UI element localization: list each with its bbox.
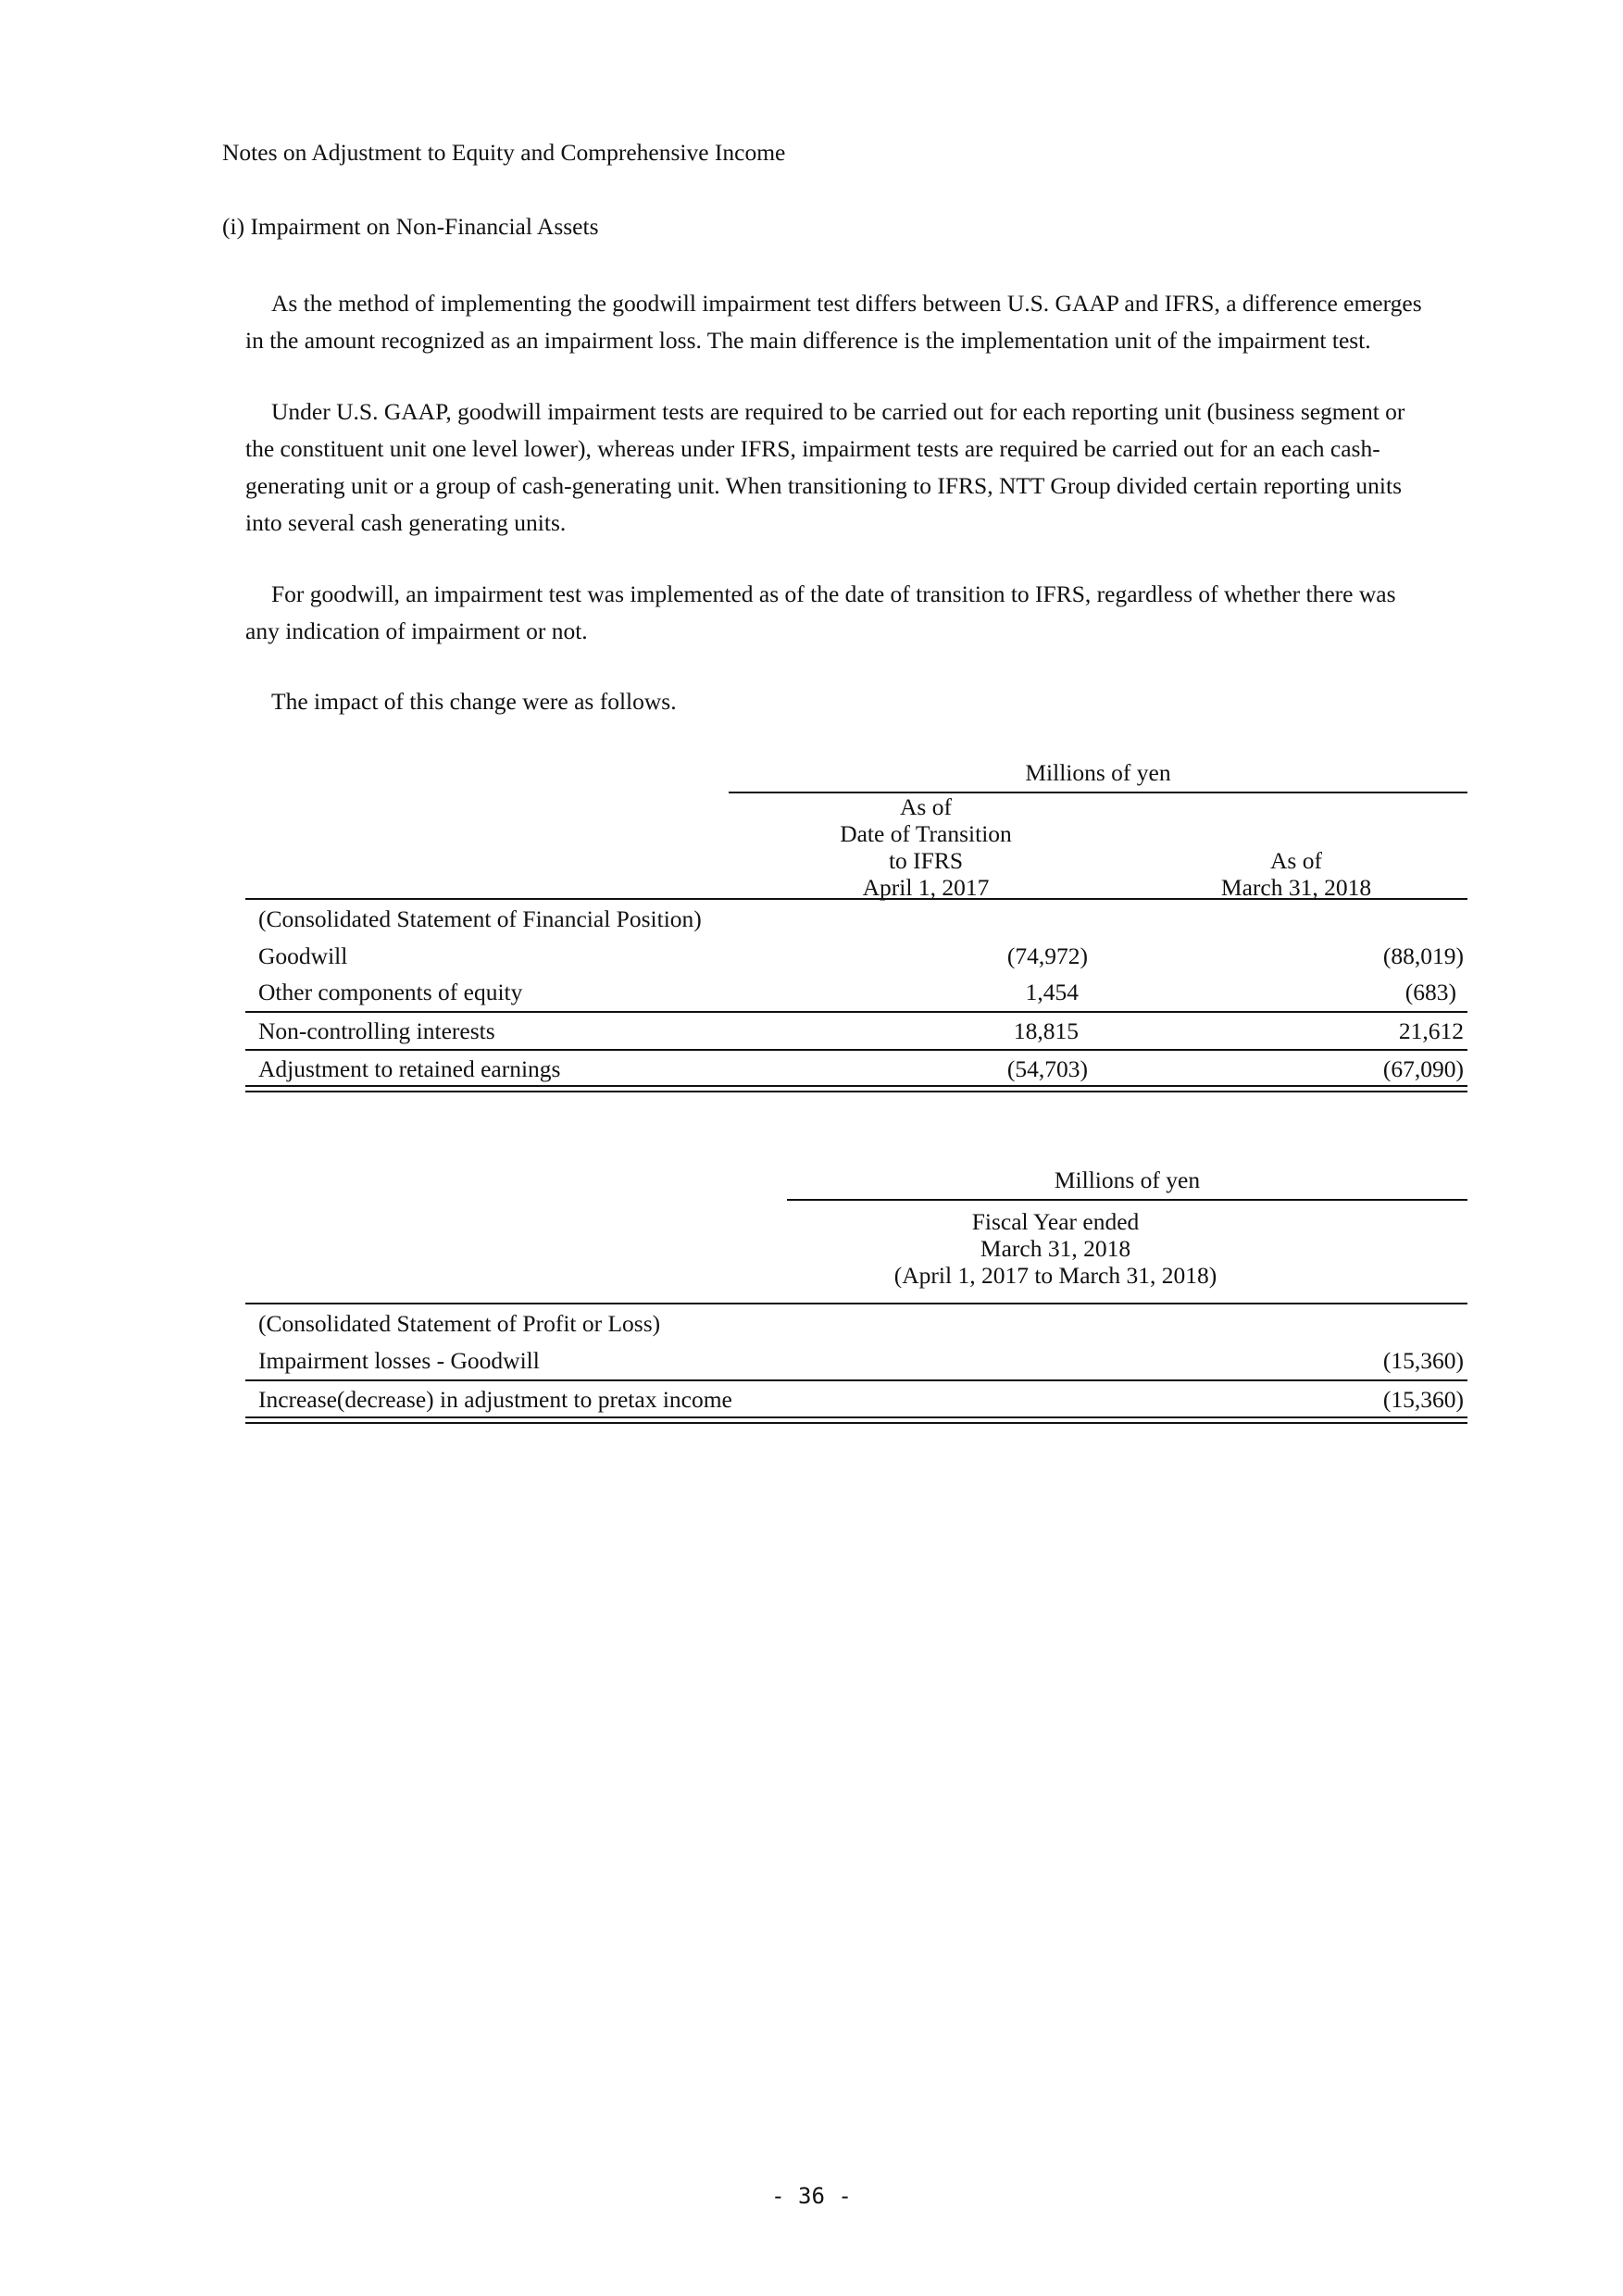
- paragraph-1: [245, 285, 1477, 359]
- page-number: - 36 -: [771, 2183, 852, 2209]
- row-value-transition: (74,972): [1006, 942, 1088, 969]
- profit-or-loss-table: [245, 1162, 1467, 1440]
- table2-col-header-line: Fiscal Year ended: [971, 1208, 1140, 1235]
- paragraph-1-line-2: in the amount recognized as an impairment loss. The main difference is the implementation unit of the impairment test.: [245, 327, 1371, 354]
- table2-unit-rule: [787, 1199, 1467, 1201]
- table1-col1-header-line: As of: [900, 793, 952, 820]
- paragraph-2-line-4: into several cash generating units.: [245, 509, 567, 536]
- paragraph-2-line-3: generating unit or a group of cash-generating unit. When transitioning to IFRS, NTT Group divided certain reporting units: [245, 472, 1403, 499]
- paragraph-2-line-2: the constituent unit one level lower), whereas under IFRS, impairment tests are required be carried out for an each cash-: [245, 435, 1380, 462]
- paragraph-3-line-2: any indication of impairment or not.: [245, 618, 588, 644]
- paragraph-3: [245, 576, 1477, 650]
- table1-col2-header-line: March 31, 2018: [1220, 874, 1372, 901]
- table1-section-row: [245, 901, 1467, 938]
- table1-unit-header: Millions of yen: [1025, 759, 1171, 786]
- table-row: [245, 1342, 1467, 1379]
- table1-col2-header: [1171, 847, 1421, 901]
- section-subheading: (i) Impairment on Non-Financial Assets: [222, 213, 599, 240]
- paragraph-2: [245, 393, 1477, 542]
- table1-col1-header-line: April 1, 2017: [862, 874, 990, 901]
- row-value-2018: (67,090): [1382, 1055, 1464, 1082]
- table2-unit-header: Millions of yen: [1054, 1167, 1201, 1193]
- table-row: [245, 974, 1467, 1011]
- row-value-transition: 1,454: [1025, 979, 1079, 1005]
- table1-total-double-rule: [245, 1085, 1467, 1092]
- table2-total-double-rule: [245, 1416, 1467, 1424]
- table-row: [245, 938, 1467, 975]
- row-value: (15,360): [1382, 1347, 1464, 1374]
- paragraph-3-line-1: For goodwill, an impairment test was implemented as of the date of transition to IFRS, regardless of whether there was: [271, 580, 1396, 607]
- table2-header-rule: [245, 1303, 1467, 1304]
- paragraph-4: [245, 683, 1477, 720]
- row-value: (15,360): [1382, 1386, 1464, 1413]
- table2-col-header-line: (April 1, 2017 to March 31, 2018): [893, 1262, 1217, 1289]
- table1-section-label: (Consolidated Statement of Financial Position): [258, 905, 702, 932]
- table2-col-header-line: March 31, 2018: [980, 1235, 1131, 1262]
- table1-col1-header-line: Date of Transition: [840, 820, 1012, 847]
- row-value-transition: (54,703): [1006, 1055, 1088, 1082]
- row-value-2018: (88,019): [1382, 942, 1464, 969]
- row-value-2018: 21,612: [1398, 1017, 1464, 1044]
- table2-section-label: (Consolidated Statement of Profit or Loss): [258, 1310, 661, 1337]
- table2-section-row: [245, 1305, 1467, 1342]
- row-value-2018: (683): [1405, 979, 1456, 1005]
- paragraph-1-line-1: As the method of implementing the goodwill impairment test differs between U.S. GAAP and IFRS, a difference emerges: [271, 290, 1422, 317]
- row-label: Goodwill: [258, 942, 348, 969]
- table2-col-header: [787, 1208, 1324, 1289]
- paragraph-4-line-1: The impact of this change were as follows.: [271, 688, 677, 715]
- table-row: [245, 1051, 1467, 1088]
- table-row: [245, 1013, 1467, 1050]
- table1-col2-header-line: As of: [1270, 847, 1322, 874]
- table1-header-rule: [245, 898, 1467, 900]
- page-heading: Notes on Adjustment to Equity and Comprehensive Income: [222, 139, 786, 166]
- row-label: Impairment losses - Goodwill: [258, 1347, 540, 1374]
- table1-col1-header: [801, 793, 1051, 901]
- row-label: Non-controlling interests: [258, 1017, 495, 1044]
- row-value-transition: 18,815: [1013, 1017, 1079, 1044]
- financial-position-table: [245, 755, 1467, 1088]
- row-label: Other components of equity: [258, 979, 523, 1005]
- paragraph-2-line-1: Under U.S. GAAP, goodwill impairment tests are required to be carried out for each reporting unit (business segment or: [271, 398, 1405, 425]
- row-label: Increase(decrease) in adjustment to pretax income: [258, 1386, 732, 1413]
- table1-col1-header-line: to IFRS: [888, 847, 964, 874]
- table-row: [245, 1381, 1467, 1418]
- row-label: Adjustment to retained earnings: [258, 1055, 561, 1082]
